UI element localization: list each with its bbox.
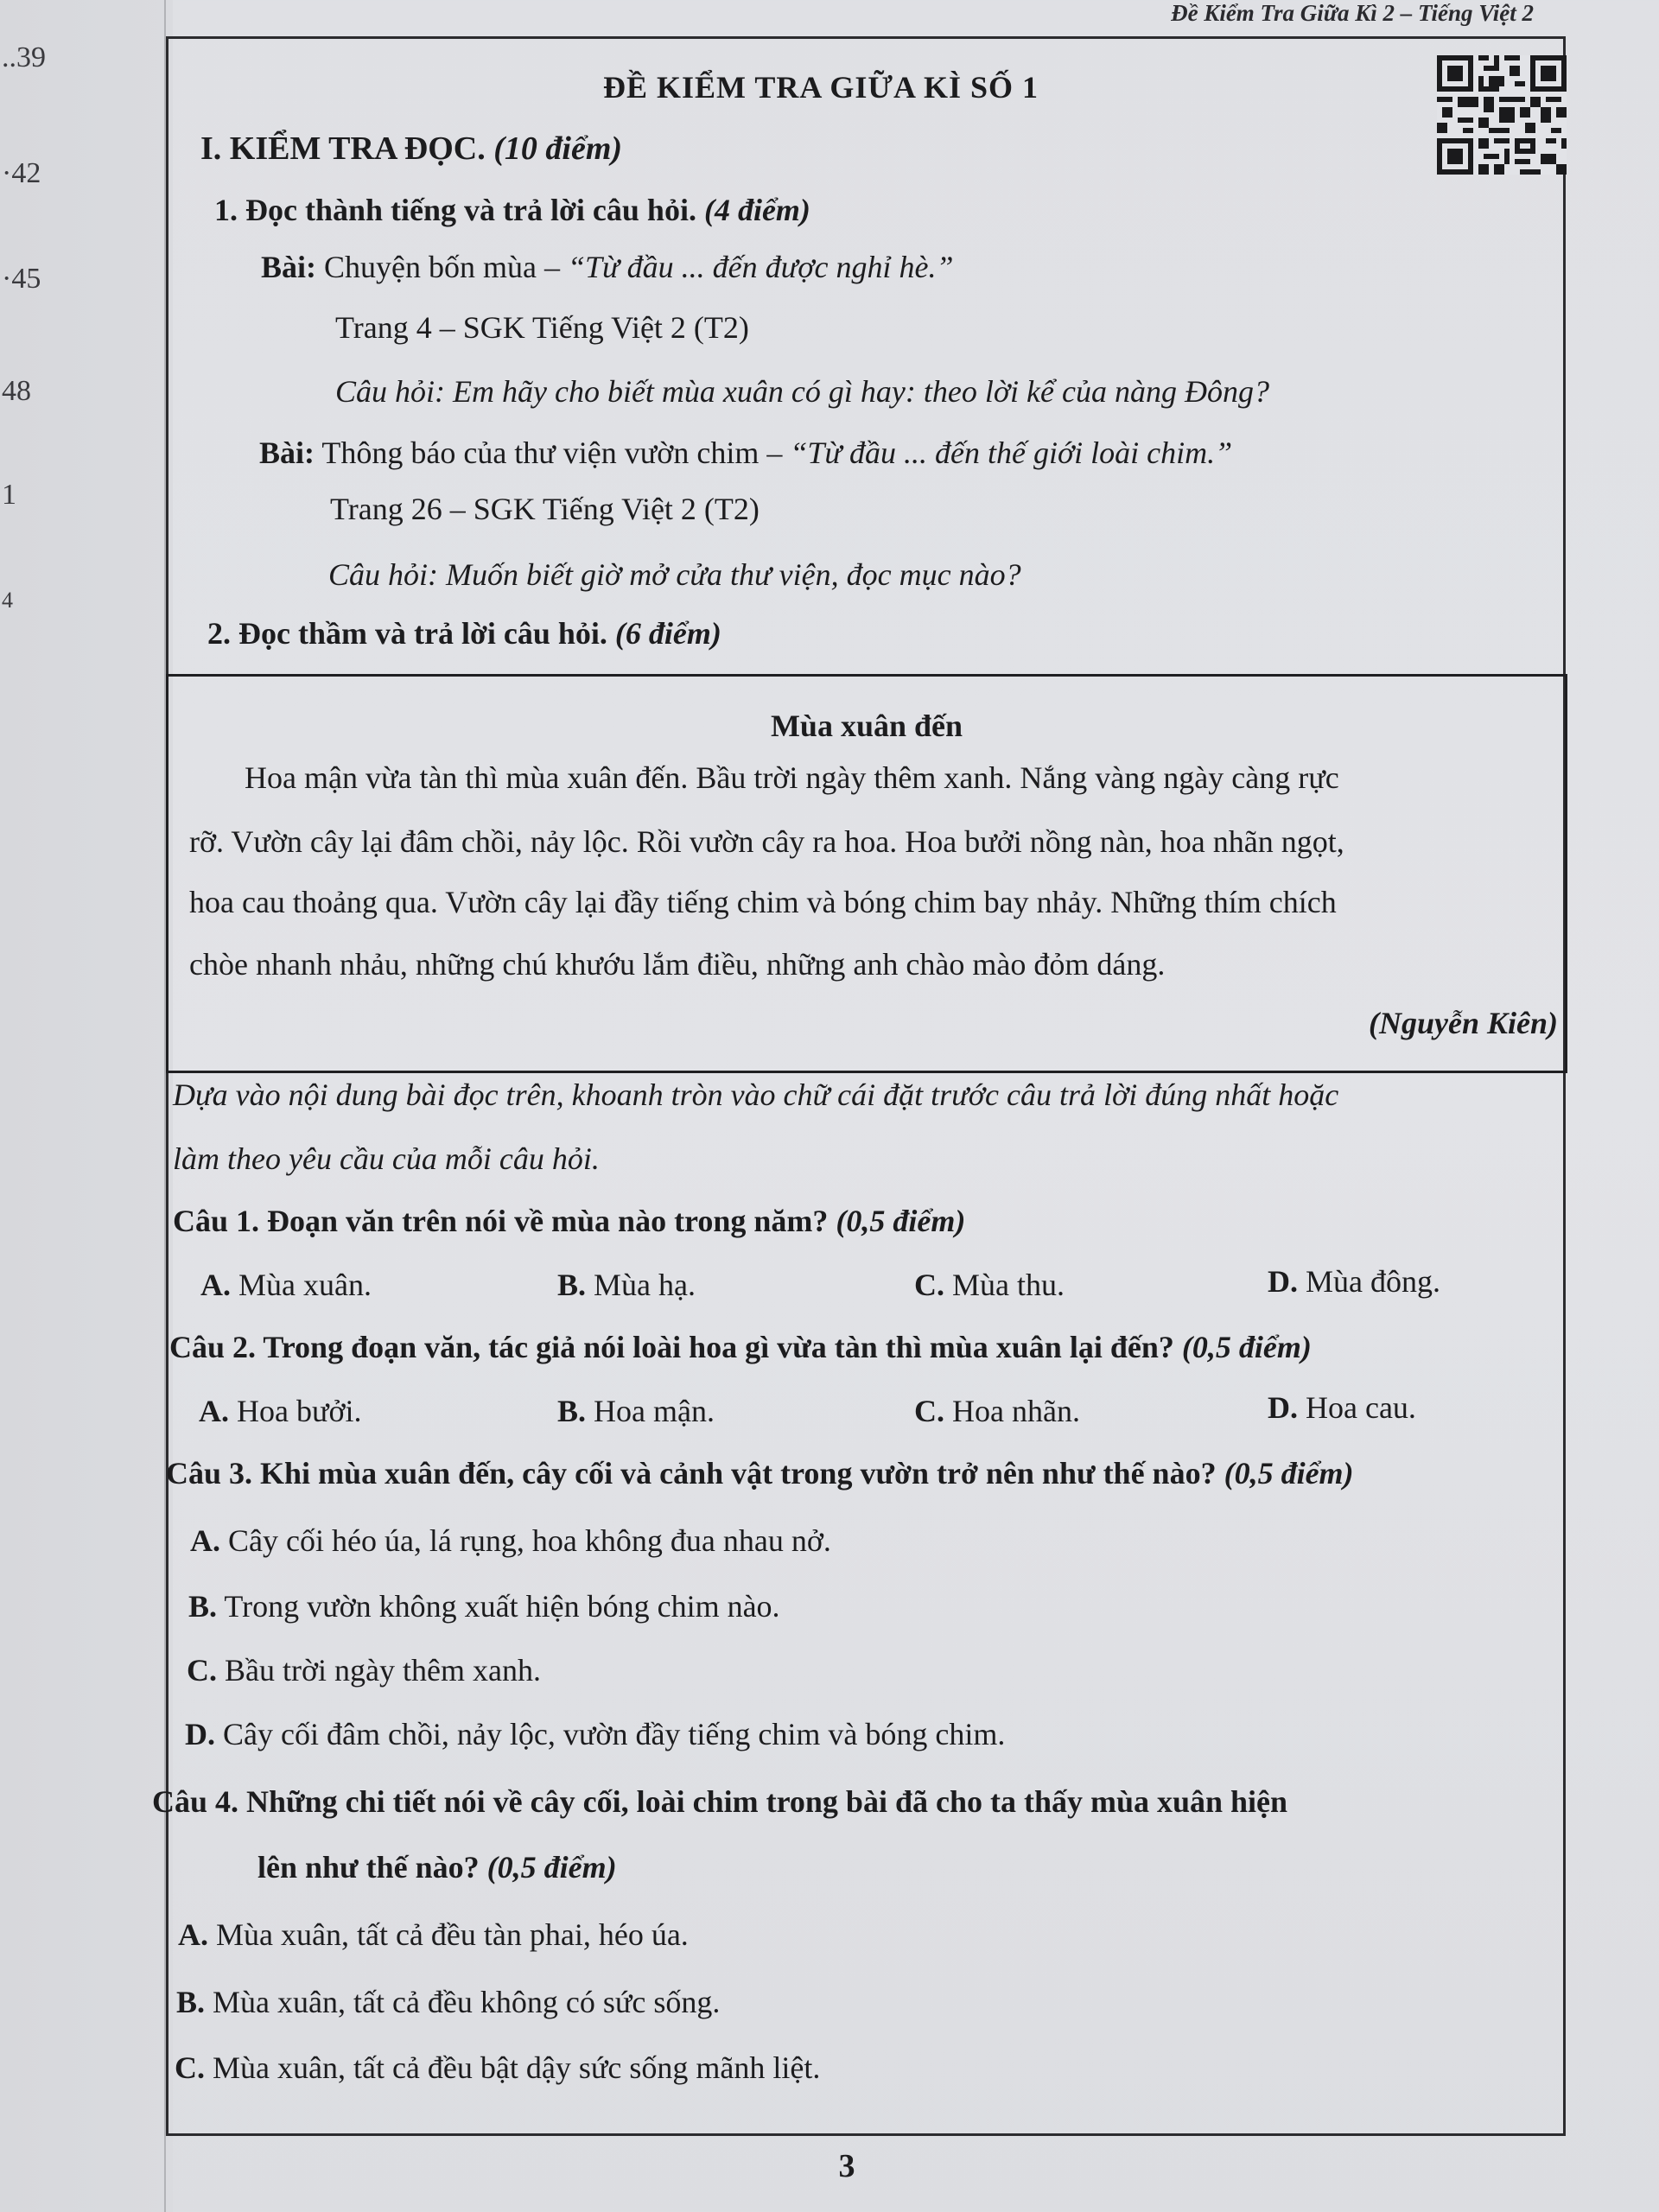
- bai-label: Bài:: [261, 250, 317, 284]
- section-heading-points: (10 điểm): [493, 130, 623, 167]
- bai-excerpt: “Từ đầu ... đến thế giới loài chim.”: [790, 435, 1233, 470]
- question-4-line2: [257, 1849, 617, 1885]
- reading-1-question: Câu hỏi: Em hãy cho biết mùa xuân có gì hay: theo lời kể của nàng Đông?: [335, 374, 1269, 409]
- option-b[interactable]: [557, 1267, 696, 1303]
- option-text: Mùa đông.: [1306, 1264, 1440, 1299]
- question-label: Câu 3.: [166, 1456, 253, 1491]
- option-letter: B.: [557, 1268, 587, 1302]
- option-d[interactable]: [1268, 1263, 1440, 1300]
- instruction-line: làm theo yêu cầu của mỗi câu hỏi.: [173, 1141, 600, 1176]
- option-c[interactable]: [914, 1393, 1080, 1429]
- option-b[interactable]: [188, 1588, 780, 1624]
- question-text: Khi mùa xuân đến, cây cối và cảnh vật trong vườn trở nên như thế nào?: [252, 1456, 1217, 1491]
- question-text: Trong đoạn văn, tác giả nói loài hoa gì vừa tàn thì mùa xuân lại đến?: [256, 1330, 1174, 1364]
- passage-line: Hoa mận vừa tàn thì mùa xuân đến. Bầu trời ngày thêm xanh. Nắng vàng ngày càng rực: [245, 760, 1339, 795]
- question-text: lên như thế nào?: [257, 1850, 480, 1885]
- option-text: Bầu trời ngày thêm xanh.: [225, 1653, 541, 1688]
- margin-number: ·42: [2, 157, 41, 189]
- exam-title: ĐỀ KIỂM TRA GIỮA KÌ SỐ 1: [602, 70, 1039, 105]
- question-label: Câu 1.: [173, 1204, 260, 1238]
- option-text: Hoa nhãn.: [952, 1394, 1080, 1428]
- margin-number: 4: [2, 588, 13, 613]
- reading-1-title: [261, 249, 953, 285]
- question-4: [152, 1783, 1287, 1820]
- option-letter: D.: [1268, 1390, 1298, 1425]
- question-3: [166, 1455, 1354, 1491]
- margin-number: 48: [2, 375, 31, 407]
- option-d[interactable]: [185, 1716, 1005, 1752]
- option-text: Trong vườn không xuất hiện bóng chim nào.: [224, 1589, 780, 1624]
- part2-heading-text: 2. Đọc thầm và trả lời câu hỏi.: [207, 616, 607, 651]
- option-letter: B.: [188, 1589, 218, 1624]
- instruction-line: Dựa vào nội dung bài đọc trên, khoanh tròn vào chữ cái đặt trước câu trả lời đúng nhất hoặc: [173, 1077, 1339, 1112]
- passage-author: (Nguyễn Kiên): [1369, 1006, 1558, 1040]
- reading-passage-box: [166, 674, 1567, 1073]
- part1-heading-text: 1. Đọc thành tiếng và trả lời câu hỏi.: [214, 193, 696, 227]
- question-text: Những chi tiết nói về cây cối, loài chim trong bài đã cho ta thấy mùa xuân hiện: [238, 1784, 1288, 1819]
- question-points: (0,5 điểm): [1216, 1456, 1354, 1491]
- option-text: Cây cối đâm chồi, nảy lộc, vườn đầy tiếng chim và bóng chim.: [223, 1717, 1006, 1751]
- option-letter: C.: [187, 1653, 217, 1688]
- option-letter: A.: [200, 1268, 231, 1302]
- option-text: Hoa mận.: [594, 1394, 715, 1428]
- question-1: [173, 1203, 965, 1239]
- question-points: (0,5 điểm): [1173, 1330, 1312, 1364]
- bai-label: Bài:: [259, 435, 315, 470]
- option-text: Mùa xuân, tất cả đều bật dậy sức sống mãnh liệt.: [213, 2050, 821, 2085]
- option-b[interactable]: [557, 1393, 715, 1429]
- option-letter: C.: [914, 1394, 944, 1428]
- part1-heading-points: (4 điểm): [703, 193, 810, 227]
- section-heading: [200, 130, 622, 168]
- option-letter: D.: [1268, 1264, 1298, 1299]
- question-points: (0,5 điểm): [479, 1850, 617, 1885]
- option-letter: A.: [190, 1523, 220, 1558]
- option-a[interactable]: [199, 1393, 362, 1429]
- option-a[interactable]: [178, 1916, 689, 1953]
- option-letter: D.: [185, 1717, 215, 1751]
- option-letter: C.: [914, 1268, 944, 1302]
- option-letter: A.: [178, 1917, 208, 1952]
- option-d[interactable]: [1268, 1389, 1416, 1426]
- option-text: Mùa xuân.: [238, 1268, 372, 1302]
- option-text: Mùa thu.: [952, 1268, 1065, 1302]
- bai-name: Thông báo của thư viện vườn chim –: [315, 435, 791, 470]
- reading-2-page: Trang 26 – SGK Tiếng Việt 2 (T2): [330, 492, 760, 526]
- margin-number: ·45: [2, 263, 41, 295]
- previous-page-edge: [0, 0, 173, 2212]
- question-label: Câu 2.: [169, 1330, 257, 1364]
- running-header: Đề Kiểm Tra Giữa Kì 2 – Tiếng Việt 2: [1171, 0, 1534, 26]
- passage-line: chòe nhanh nhảu, những chú khướu lắm điều, những anh chào mào đỏm dáng.: [189, 947, 1166, 982]
- option-a[interactable]: [200, 1267, 372, 1303]
- option-text: Hoa bưởi.: [237, 1394, 362, 1428]
- option-b[interactable]: [176, 1984, 720, 2020]
- question-text: Đoạn văn trên nói về mùa nào trong năm?: [259, 1204, 829, 1238]
- option-c[interactable]: [187, 1652, 541, 1688]
- option-text: Hoa cau.: [1306, 1390, 1416, 1425]
- option-text: Mùa hạ.: [594, 1268, 696, 1302]
- option-letter: B.: [176, 1985, 206, 2019]
- passage-title: Mùa xuân đến: [770, 709, 963, 743]
- option-c[interactable]: [175, 2050, 820, 2086]
- reading-1-page: Trang 4 – SGK Tiếng Việt 2 (T2): [335, 310, 749, 345]
- option-text: Mùa xuân, tất cả đều tàn phai, héo úa.: [216, 1917, 689, 1952]
- bai-excerpt: “Từ đầu ... đến được nghỉ hè.”: [568, 250, 954, 284]
- reading-2-title: [259, 435, 1232, 471]
- section-heading-text: I. KIỂM TRA ĐỌC.: [200, 130, 486, 167]
- margin-number: 1: [2, 479, 16, 511]
- bai-name: Chuyện bốn mùa –: [324, 250, 568, 284]
- option-letter: C.: [175, 2050, 205, 2085]
- part2-heading-points: (6 điểm): [614, 616, 721, 651]
- page-number: 3: [838, 2148, 855, 2184]
- passage-line: hoa cau thoảng qua. Vườn cây lại đầy tiếng chim và bóng chim bay nhảy. Những thím chích: [189, 885, 1337, 919]
- passage-line: rỡ. Vườn cây lại đâm chồi, nảy lộc. Rồi vườn cây ra hoa. Hoa bưởi nồng nàn, hoa nhãn ngọt,: [189, 824, 1344, 859]
- option-a[interactable]: [190, 1522, 831, 1559]
- question-points: (0,5 điểm): [828, 1204, 966, 1238]
- margin-number: ..39: [2, 41, 46, 73]
- option-c[interactable]: [914, 1267, 1065, 1303]
- option-text: Mùa xuân, tất cả đều không có sức sống.: [213, 1985, 721, 2019]
- question-2: [169, 1329, 1312, 1365]
- option-text: Cây cối héo úa, lá rụng, hoa không đua nhau nở.: [228, 1523, 831, 1558]
- question-label: Câu 4.: [152, 1784, 239, 1819]
- option-letter: B.: [557, 1394, 587, 1428]
- reading-2-question: Câu hỏi: Muốn biết giờ mở cửa thư viện, đọc mục nào?: [328, 557, 1021, 592]
- part1-heading: [214, 192, 810, 228]
- part2-heading: [207, 615, 721, 652]
- option-letter: A.: [199, 1394, 229, 1428]
